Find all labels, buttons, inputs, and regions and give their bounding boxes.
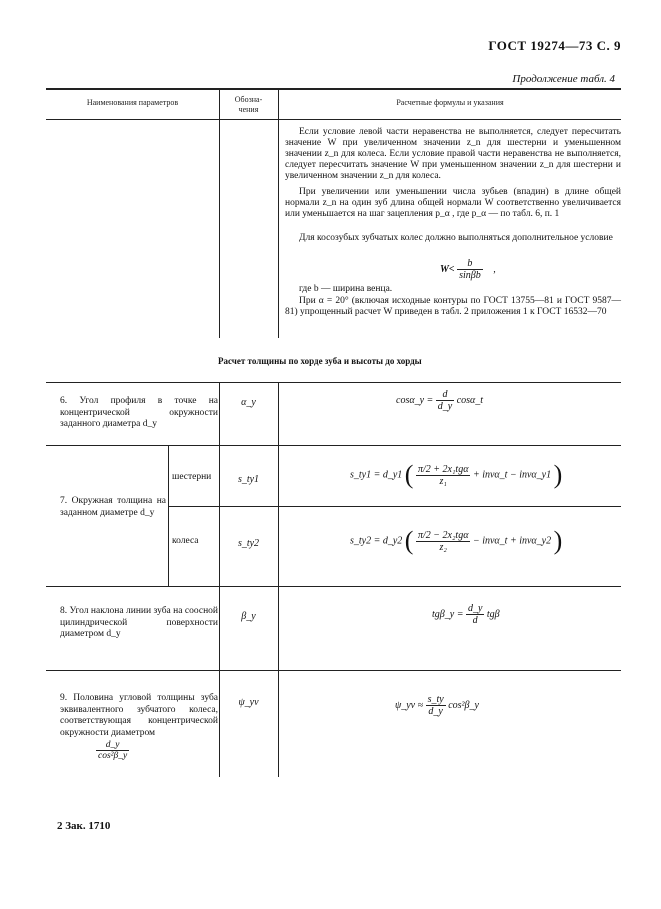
row8-numerator: d_y — [467, 603, 483, 614]
row8-symbol: β_y — [241, 611, 256, 622]
page-header-gost: ГОСТ 19274—73 С. 9 — [488, 38, 621, 53]
row9-numerator: s_ty — [427, 694, 444, 705]
row8-label: 8. Угол наклона линии зуба на соосной цилиндрической поверхности диаметром d_y — [60, 606, 218, 639]
inequality-comma: , — [493, 263, 496, 275]
row7-f2-left: s_ty2 = d_y2 — [350, 535, 403, 547]
col-header-symbol — [219, 95, 278, 115]
row6-label: 6. Угол профиля в точке на концентрической окружности заданного диаметра d_y — [60, 396, 218, 429]
row9-label-fraction-wrap — [96, 740, 129, 761]
row7-f2-numerator: π/2 − 2x₂tgα — [417, 529, 469, 541]
row7-f1-paren-close: ) — [553, 460, 563, 489]
row9-formula-right: cos²β_y — [448, 699, 479, 711]
row6-numerator: d — [436, 389, 454, 401]
inequality-left: W< — [440, 263, 455, 275]
row7-f2-denominator: z₂ — [439, 541, 447, 553]
rule-row6-bottom — [46, 445, 621, 446]
paragraph-width-note: где b — ширина венца. — [299, 284, 393, 294]
col-header-symbol-line1: Обозна- — [234, 95, 263, 104]
rule-row8-bottom — [46, 670, 621, 671]
inequality-numerator: b — [457, 258, 483, 270]
col-header-formulas: Расчетные формулы и указания — [396, 98, 504, 107]
row7-f1-right: + invα_t − invα_y1 — [472, 469, 552, 481]
row9-label-denominator: cos²β_y — [98, 751, 128, 761]
row9-formula-left: ψ_yv ≈ — [395, 699, 424, 711]
row7-f1-denominator: z₁ — [439, 475, 447, 487]
row9-formula — [395, 694, 479, 717]
row6-denominator: d_y — [437, 401, 453, 412]
rule-row7-bottom — [46, 586, 621, 587]
row7-f2-paren-open: ( — [404, 526, 414, 555]
inequality-fraction — [457, 258, 483, 281]
rule-row6-top — [46, 382, 621, 383]
paragraph-simplified-calc: При α = 20° (включая исходные контуры по ГОСТ 13755—81 и ГОСТ 9587—81) упрощенный расчет W приведен в табл. 2 приложения 1 к ГОСТ 16532—70 — [285, 296, 621, 317]
paragraph-helical-condition: Для косозубых зубчатых колес должно выполняться дополнительное условие — [299, 233, 613, 243]
row7-formula-gear — [350, 526, 562, 556]
row7-f1-left: s_ty1 = d_y1 — [350, 469, 403, 481]
row8-fraction — [466, 603, 484, 626]
row7-sub-pinion: шестерни — [172, 472, 212, 482]
table-continuation-label: Продолжение табл. 4 — [512, 73, 615, 85]
row7-formula-pinion — [350, 460, 562, 490]
row7-sub-gear: колеса — [172, 536, 199, 546]
row9-symbol: ψ_yv — [238, 697, 259, 708]
row9-fraction — [426, 694, 446, 717]
col-divider-1 — [219, 88, 220, 338]
row6-formula-right: cosα_t — [456, 394, 484, 406]
col-divider-lower-1 — [219, 382, 220, 777]
row8-formula — [432, 603, 500, 626]
row9-label-fraction — [96, 740, 129, 761]
col-divider-row7-sub — [168, 446, 169, 586]
row7-symbol-gear: s_ty2 — [237, 538, 260, 549]
row6-fraction — [436, 389, 454, 412]
col-divider-2 — [278, 88, 279, 338]
paragraph-teeth-change: При увеличении или уменьшении числа зубьев (впадин) в длине общей нормали z_n на один зуб длина общей нормали W соответственно увеличивается или уменьшается на шаг зацепления p_α , где p_α — по табл. 6, п. 1 — [285, 187, 621, 219]
row8-denominator: d — [472, 615, 478, 626]
inequality-formula — [440, 258, 496, 281]
rule-row7-mid — [168, 506, 621, 507]
row9-label-numerator: d_y — [96, 740, 129, 751]
col-divider-lower-2 — [278, 382, 279, 777]
row6-formula — [396, 389, 483, 412]
section-title-chord: Расчет толщины по хорде зуба и высоты до хорды — [218, 356, 422, 366]
table-top-rule — [46, 88, 621, 90]
paragraph-condition: Если условие левой части неравенства не выполняется, следует пересчитать значение W при увеличенном значении z_n для шестерни и уменьшенном значении z_n для колеса. Если условие правой части неравенства не выполняется, следует пересчитать значение W при уменьшенном значении z_n для шестерни и увеличенном значении z_n для колеса. — [285, 127, 621, 181]
row7-label: 7. Окружная толщина на заданном диаметре d_y — [60, 496, 166, 518]
row7-f2-right: − invα_t + invα_y2 — [472, 535, 552, 547]
table-head-rule — [46, 119, 621, 120]
row8-formula-left: tgβ_y = — [432, 608, 464, 620]
page-footer-order: 2 Зак. 1710 — [57, 820, 111, 832]
row7-symbol-pinion: s_ty1 — [237, 474, 260, 485]
row6-symbol: α_y — [241, 397, 256, 408]
row6-formula-left: cosα_y = — [396, 394, 434, 406]
row7-f1-paren-open: ( — [404, 460, 414, 489]
col-header-symbol-line2: чения — [238, 105, 259, 114]
row8-formula-right: tgβ — [486, 608, 500, 620]
row7-f1-numerator: π/2 + 2x₁tgα — [417, 463, 469, 475]
row7-f2-paren-close: ) — [553, 526, 563, 555]
row9-denominator: d_y — [428, 706, 443, 717]
row7-f2-fraction — [416, 530, 470, 553]
row9-label: 9. Половина угловой толщины зуба эквивалентного зубчатого колеса, соответствующая концентрической окружности диаметром — [60, 693, 218, 738]
inequality-denominator: sinβb — [459, 270, 481, 281]
row7-f1-fraction — [416, 464, 470, 487]
col-header-params: Наименования параметров — [86, 98, 179, 107]
